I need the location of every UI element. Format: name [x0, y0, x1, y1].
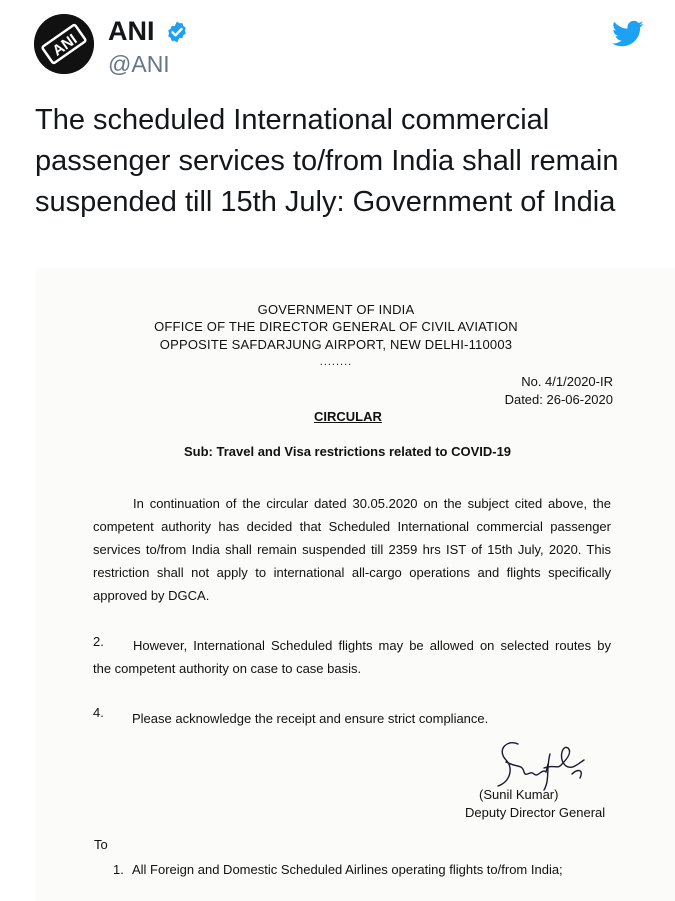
ref-number: No. 4/1/2020-IR — [521, 374, 613, 389]
paragraph-2 — [93, 634, 611, 680]
circular-document-image[interactable] — [36, 268, 675, 901]
para1-line-1: In continuation of the circular dated 30.05.2020 on the subject cited above, the — [133, 496, 611, 511]
verified-badge-icon — [165, 20, 189, 44]
doc-dots: ........ — [319, 356, 353, 368]
ani-logo-icon — [34, 14, 94, 74]
list-item-number: 1. — [113, 862, 124, 877]
signatory-title: Deputy Director General — [465, 805, 606, 820]
paragraph-4-number: 4. — [93, 705, 104, 720]
para2-line-2: the competent authority on case to case basis. — [93, 661, 362, 676]
display-name[interactable]: ANI — [108, 16, 155, 46]
twitter-bird-icon[interactable] — [612, 20, 644, 48]
date-line: Dated: 26-06-2020 — [504, 392, 613, 407]
para1-line-3: services to/from India shall remain suspended till 2359 hrs IST of 15th July, 2020. This — [93, 542, 611, 557]
para1-line-5: approved by DGCA. — [93, 588, 210, 603]
paragraph-2-number: 2. — [93, 634, 104, 649]
circular-title: CIRCULAR — [314, 409, 382, 424]
tweet-header — [34, 14, 644, 84]
to-label: To — [94, 837, 108, 852]
list-item-1: All Foreign and Domestic Scheduled Airlines operating flights to/from India; — [132, 862, 563, 877]
tweet-text: The scheduled International commercial passenger services to/from India shall remain suspended till 15th July: Government of India — [35, 104, 619, 218]
para1-line-2: competent authority has decided that Scheduled International commercial passenger — [93, 519, 611, 534]
subject-line: Sub: Travel and Visa restrictions related to COVID-19 — [184, 444, 512, 459]
avatar[interactable] — [34, 14, 94, 74]
paragraph-1 — [93, 492, 611, 607]
handwritten-signature-icon — [488, 734, 598, 794]
signatory-name: (Sunil Kumar) — [479, 787, 559, 802]
handle[interactable]: @ANI — [108, 51, 170, 77]
doc-header-line-2: OFFICE OF THE DIRECTOR GENERAL OF CIVIL AVIATION — [154, 319, 518, 334]
para1-line-4: restriction shall not apply to international all-cargo operations and flights specifically — [93, 565, 611, 580]
doc-header-line-1: GOVERNMENT OF INDIA — [257, 302, 415, 317]
paragraph-4: Please acknowledge the receipt and ensure strict compliance. — [132, 711, 489, 726]
doc-header-line-3: OPPOSITE SAFDARJUNG AIRPORT, NEW DELHI-110003 — [159, 337, 513, 352]
author-block[interactable] — [108, 16, 189, 78]
avatar-text: ANI — [49, 30, 81, 60]
para2-line-1: However, International Scheduled flights may be allowed on selected routes by — [133, 638, 611, 653]
